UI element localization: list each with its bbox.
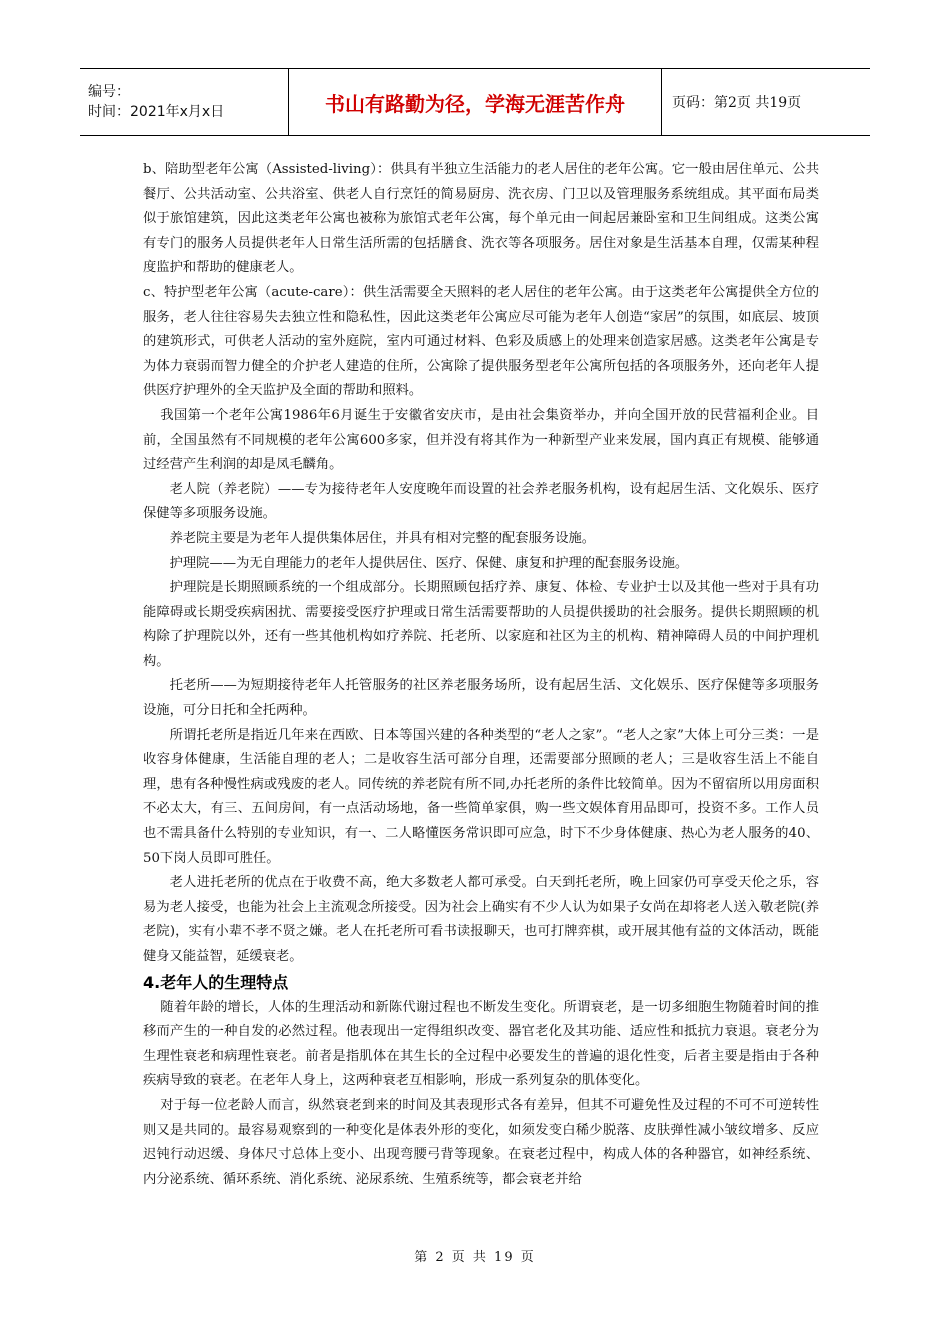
paragraph: 随着年龄的增长，人体的生理活动和新陈代谢过程也不断发生变化。所谓衰老，是一切多细胞生物随着时间的推移而产生的一种自发的必然过程。他表现出一定得组织改变、器官老化及其功能、适应性和抵抗力衰退。衰老分为生理性衰老和病理性衰老。前者是指肌体在其生长的全过程中必要发生的普遍的退化性变，后者主要是指由于各种疾病导致的衰老。在老年人身上，这两种衰老互相影响，形成一系列复杂的肌体变化。 xyxy=(143,999,819,1089)
paragraph: 所谓托老所是指近几年来在西欧、日本等国兴建的各种类型的“老人之家”。“老人之家”大体上可分三类：一是收容身体健康，生活能自理的老人；二是收容生活可部分自理，还需要部分照顾的老人；三是收容生活上不能自理，患有各种慢性病或残废的老人。同传统的养老院有所不同,办托老所的条件比较简单。因为不留宿所以用房面积不必太大，有三、五间房间，有一点活动场地，备一些简单家俱，购一些文娱体育用品即可，投资不多。工作人员也不需具备什么特别的专业知识，有一、二人略懂医务常识即可应急，时下不少身体健康、热心为老人服务的40、50下岗人员即可胜任。 xyxy=(143,727,819,866)
document-body xyxy=(143,158,819,1192)
page-footer xyxy=(0,1246,950,1265)
paragraph: 老人院（养老院）——专为接待老年人安度晚年而设置的社会养老服务机构，设有起居生活、文化娱乐、医疗保健等多项服务设施。 xyxy=(143,481,819,522)
paragraph: 老人进托老所的优点在于收费不高，绝大多数老人都可承受。白天到托老所，晚上回家仍可享受天伦之乐，容易为老人接受，也能为社会上主流观念所接受。因为社会上确实有不少人认为如果子女尚在却将老人送入敬老院(养老院)，实有小辈不孝不贤之嫌。老人在托老所可看书读报聊天，也可打牌弈棋，或开展其他有益的文体活动，既能健身又能益智，延缓衰老。 xyxy=(143,875,819,964)
motto-text: 书山有路勤为径，学海无涯苦作舟 xyxy=(325,91,625,116)
paragraph: 护理院——为无自理能力的老年人提供居住、医疗、保健、康复和护理的配套服务设施。 xyxy=(169,555,689,571)
page-header xyxy=(80,68,870,136)
paragraph: 我国第一个老年公寓1986年6月诞生于安徽省安庆市，是由社会集资举办，并向全国开放的民营福利企业。目前，全国虽然有不同规模的老年公寓600多家，但并没有将其作为一种新型产业来发展，国内真正有规模、能够通过经营产生利润的却是凤毛麟角。 xyxy=(143,407,819,473)
page-info-text: 页码：第2页 共19页 xyxy=(672,95,802,111)
document-number-label: 编号： xyxy=(88,84,130,100)
paragraph: 对于每一位老龄人而言，纵然衰老到来的时间及其表现形式各有差异，但其不可避免性及过程的不可不可逆转性则又是共同的。最容易观察到的一种变化是体表外形的变化，如须发变白稀少脱落、皮肤弹性减小皱纹增多、反应迟钝行动迟缓、身体尺寸总体上变小、出现弯腰弓背等现象。在衰老过程中，构成人体的各种器官，如神经系统、内分泌系统、循环系统、消化系统、泌尿系统、生殖系统等，都会衰老并给 xyxy=(143,1097,819,1187)
document-time-label: 时间：2021年x月x日 xyxy=(88,104,225,120)
footer-page-number: 第 2 页 共 19 页 xyxy=(414,1250,536,1265)
header-page-info xyxy=(662,69,870,135)
paragraph: b、陪助型老年公寓（Assisted-living）：供具有半独立生活能力的老人居住的老年公寓。它一般由居住单元、公共餐厅、公共活动室、公共浴室、供老人自行烹饪的简易厨房、洗衣房、门卫以及管理服务系统组成。其平面布局类似于旅馆建筑，因此这类老年公寓也被称为旅馆式老年公寓，每个单元由一间起居兼卧室和卫生间组成。这类公寓有专门的服务人员提供老年人日常生活所需的包括膳食、洗衣等各项服务。居住对象是生活基本自理，仅需某种程度监护和帮助的健康老人。 xyxy=(143,162,819,276)
header-motto xyxy=(289,69,662,135)
section-heading: 4.老年人的生理特点 xyxy=(143,972,289,992)
paragraph: c、特护型老年公寓（acute-care）：供生活需要全天照料的老人居住的老年公寓。由于这类老年公寓提供全方位的服务，老人往往容易失去独立性和隐私性，因此这类老年公寓应尽可能为老年人创造“家居”的氛围，如底层、坡顶的建筑形式，可供老人活动的室外庭院，室内可通过材料、色彩及质感上的处理来创造家居感。这类老年公寓是专为体力衰弱而智力健全的介护老人建造的住所，公寓除了提供服务型老年公寓所包括的各项服务外，还向老年人提供医疗护理外的全天监护及全面的帮助和照料。 xyxy=(143,284,819,399)
header-meta xyxy=(80,69,289,135)
paragraph: 养老院主要是为老年人提供集体居住，并具有相对完整的配套服务设施。 xyxy=(169,530,596,546)
paragraph: 托老所——为短期接待老年人托管服务的社区养老服务场所，设有起居生活、文化娱乐、医疗保健等多项服务设施，可分日托和全托两种。 xyxy=(143,678,819,719)
paragraph: 护理院是长期照顾系统的一个组成部分。长期照顾包括疗养、康复、体检、专业护士以及其他一些对于具有功能障碍或长期受疾病困扰、需要接受医疗护理或日常生活需要帮助的人员提供援助的社会服务。提供长期照顾的机构除了护理院以外，还有一些其他机构如疗养院、托老所、以家庭和社区为主的机构、精神障碍人员的中间护理机构。 xyxy=(143,580,819,669)
